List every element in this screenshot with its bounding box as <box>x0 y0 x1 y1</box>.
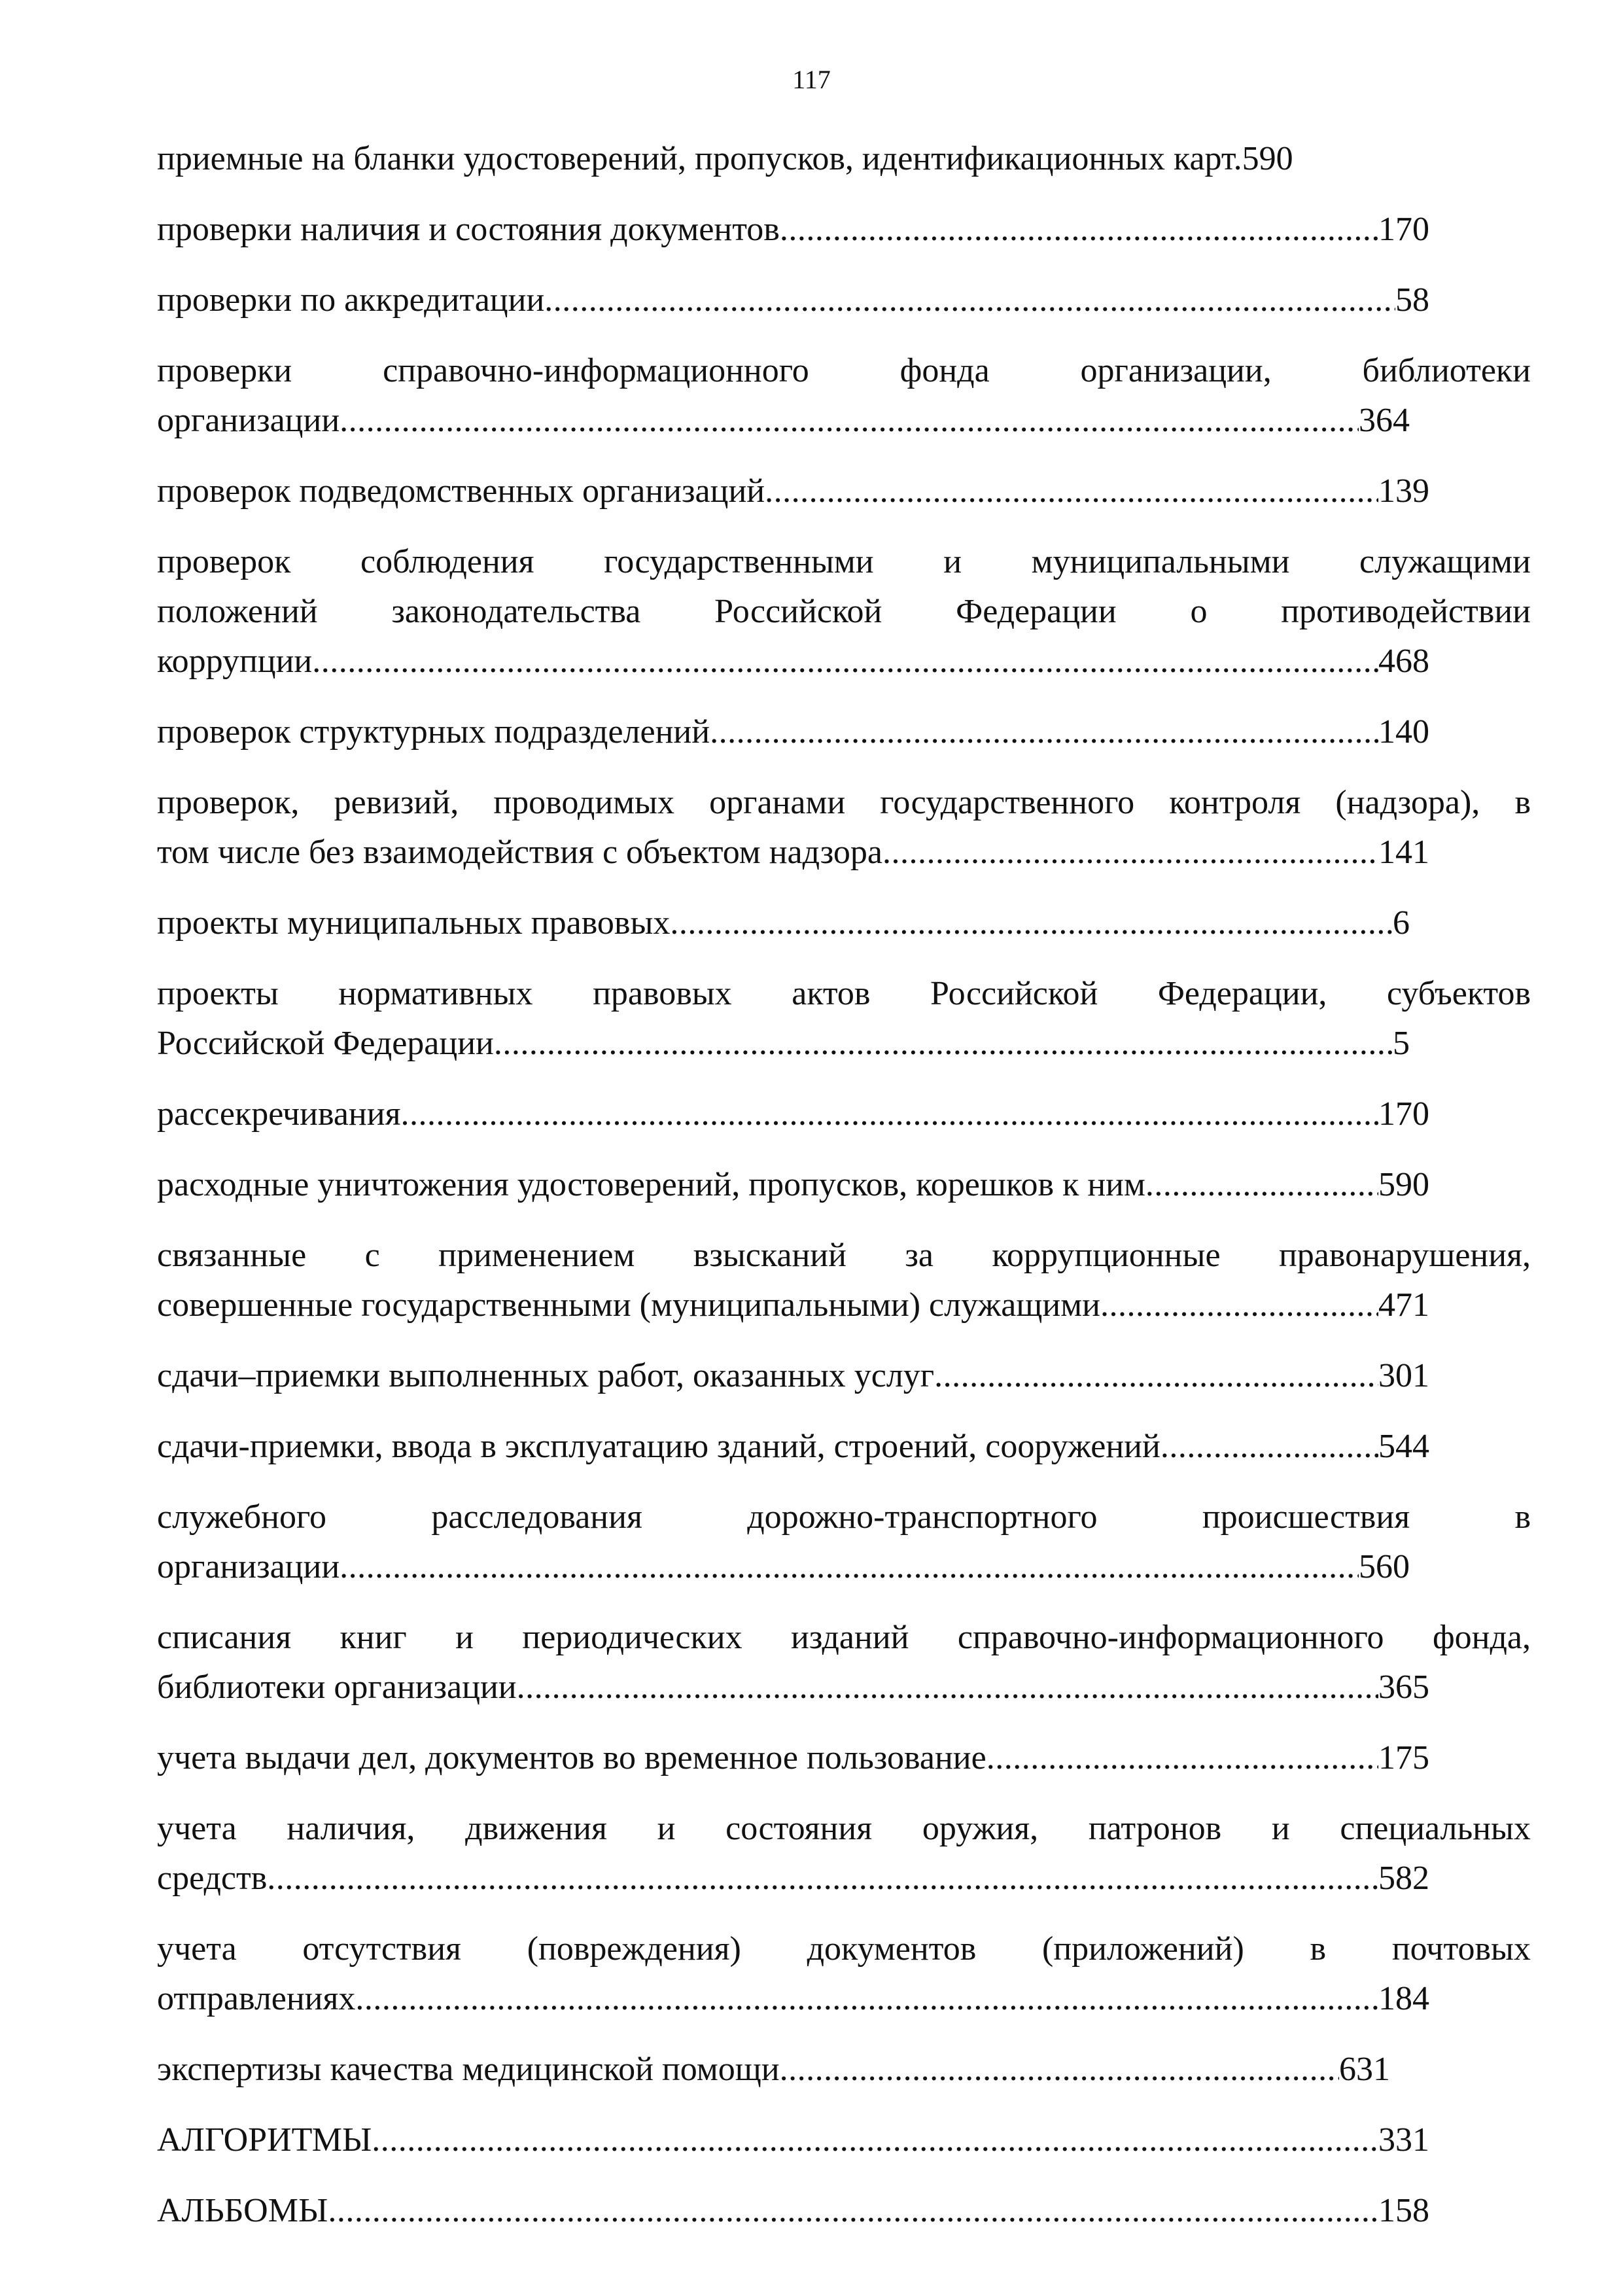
entry-page-number: 364 <box>1359 402 1410 439</box>
dot-leader <box>312 637 1378 686</box>
entry-text-line: учета отсутствия (повреждения) документов (приложений) в почтовых <box>157 1930 1531 1968</box>
dot-leader <box>517 1663 1378 1712</box>
entry-page-number: 58 <box>1395 281 1429 319</box>
index-entry <box>157 346 1531 446</box>
entry-page-number: 544 <box>1378 1428 1429 1465</box>
dot-leader <box>670 898 1393 948</box>
entry-text: Российской Федерации <box>157 1025 494 1062</box>
entry-text: учета выдачи дел, документов во временное пользование <box>157 1739 986 1776</box>
index-entry <box>157 134 1531 184</box>
dot-leader <box>710 707 1378 757</box>
index-entry <box>157 1492 1531 1592</box>
entry-text-line: учета наличия, движения и состояния оружия, патронов и специальных <box>157 1810 1531 1847</box>
index-entry <box>157 2115 1531 2165</box>
index-entry <box>157 1160 1531 1210</box>
dot-leader <box>986 1733 1378 1783</box>
entry-text-line: связанные с применением взысканий за коррупционные правонарушения, <box>157 1237 1531 1274</box>
index-entry <box>157 205 1531 255</box>
entry-text: приемные на бланки удостоверений, пропусков, идентификационных карт. <box>157 140 1242 177</box>
index-entry <box>157 1733 1531 1783</box>
entry-text: организации <box>157 1548 340 1585</box>
entry-text-line: проверок, ревизий, проводимых органами государственного контроля (надзора), в <box>157 784 1531 821</box>
index-entry <box>157 778 1531 877</box>
entry-text: том числе без взаимодействия с объектом надзора <box>157 834 883 871</box>
dot-leader <box>401 1089 1378 1139</box>
entry-text: экспертизы качества медицинской помощи <box>157 2051 780 2088</box>
entry-text-line: проверки справочно-информационного фонда организации, библиотеки <box>157 352 1531 389</box>
entry-text: средств <box>157 1860 268 1897</box>
index-entry <box>157 1924 1531 2024</box>
entry-text-line: проверок соблюдения государственными и муниципальными служащими <box>157 543 1531 580</box>
index-entry <box>157 1613 1531 1712</box>
dot-leader <box>328 2186 1378 2236</box>
entry-text: проверок структурных подразделений <box>157 713 710 751</box>
entry-text: проверки по аккредитации <box>157 281 545 319</box>
entry-page-number: 365 <box>1378 1669 1429 1706</box>
entry-text: сдачи–приемки выполненных работ, оказанных услуг <box>157 1357 935 1394</box>
dot-leader <box>1100 1280 1378 1330</box>
dot-leader <box>267 1854 1378 1903</box>
index-entry <box>157 969 1531 1069</box>
entry-text: организации <box>157 402 340 439</box>
dot-leader <box>340 1542 1359 1592</box>
dot-leader <box>494 1019 1393 1069</box>
dot-leader <box>340 396 1359 446</box>
dot-leader <box>765 467 1378 516</box>
index-entry <box>157 1231 1531 1330</box>
entry-page-number: 471 <box>1378 1286 1429 1324</box>
index-entry <box>157 2045 1531 2094</box>
entry-text: АЛЬБОМЫ <box>157 2192 328 2229</box>
dot-leader <box>544 275 1395 325</box>
page-number: 117 <box>792 65 831 94</box>
entry-text: рассекречивания <box>157 1095 401 1133</box>
entry-text-line: служебного расследования дорожно-транспортного происшествия в <box>157 1498 1531 1536</box>
entry-page-number: 170 <box>1378 211 1429 248</box>
entry-text-line: проекты нормативных правовых актов Российской Федерации, субъектов <box>157 975 1531 1012</box>
entry-page-number: 170 <box>1378 1095 1429 1133</box>
index-entry <box>157 537 1531 686</box>
entry-page-number: 590 <box>1242 140 1293 177</box>
index-entries <box>157 134 1531 2257</box>
dot-leader <box>780 205 1378 255</box>
entry-page-number: 139 <box>1378 472 1429 510</box>
entry-text: проверок подведомственных организаций <box>157 472 765 510</box>
dot-leader <box>355 1974 1378 2024</box>
entry-page-number: 140 <box>1378 713 1429 751</box>
dot-leader <box>780 2045 1339 2094</box>
index-entry <box>157 898 1531 948</box>
entry-page-number: 560 <box>1359 1548 1410 1585</box>
dot-leader <box>372 2115 1378 2165</box>
entry-text: коррупции <box>157 643 313 680</box>
entry-page-number: 184 <box>1378 1980 1429 2017</box>
entry-text: библиотеки организации <box>157 1669 517 1706</box>
entry-text-line: положений законодательства Российской Федерации о противодействии <box>157 593 1531 630</box>
entry-text: отправлениях <box>157 1980 356 2017</box>
dot-leader <box>882 828 1378 877</box>
index-entry <box>157 1089 1531 1139</box>
dot-leader <box>1145 1160 1378 1210</box>
dot-leader <box>1161 1422 1378 1472</box>
index-entry <box>157 1351 1531 1401</box>
entry-page-number: 158 <box>1378 2192 1429 2229</box>
entry-text: АЛГОРИТМЫ <box>157 2121 372 2159</box>
index-entry <box>157 275 1531 325</box>
entry-page-number: 6 <box>1393 904 1410 942</box>
index-entry <box>157 467 1531 516</box>
index-entry <box>157 1804 1531 1903</box>
entry-page-number: 175 <box>1378 1739 1429 1776</box>
entry-page-number: 301 <box>1378 1357 1429 1394</box>
entry-page-number: 5 <box>1393 1025 1410 1062</box>
entry-page-number: 582 <box>1378 1860 1429 1897</box>
entry-text: расходные уничтожения удостоверений, пропусков, корешков к ним <box>157 1166 1145 1203</box>
entry-text: сдачи-приемки, ввода в эксплуатацию зданий, строений, сооружений <box>157 1428 1161 1465</box>
entry-page-number: 631 <box>1339 2051 1390 2088</box>
entry-text: проекты муниципальных правовых <box>157 904 671 942</box>
entry-page-number: 590 <box>1378 1166 1429 1203</box>
entry-page-number: 468 <box>1378 643 1429 680</box>
index-entry <box>157 1422 1531 1472</box>
entry-page-number: 141 <box>1378 834 1429 871</box>
entry-text: проверки наличия и состояния документов <box>157 211 780 248</box>
entry-text: совершенные государственными (муниципальными) служащими <box>157 1286 1100 1324</box>
index-entry <box>157 2186 1531 2236</box>
entry-text-line: списания книг и периодических изданий справочно-информационного фонда, <box>157 1619 1531 1656</box>
dot-leader <box>934 1351 1378 1401</box>
index-entry <box>157 707 1531 757</box>
entry-page-number: 331 <box>1378 2121 1429 2159</box>
